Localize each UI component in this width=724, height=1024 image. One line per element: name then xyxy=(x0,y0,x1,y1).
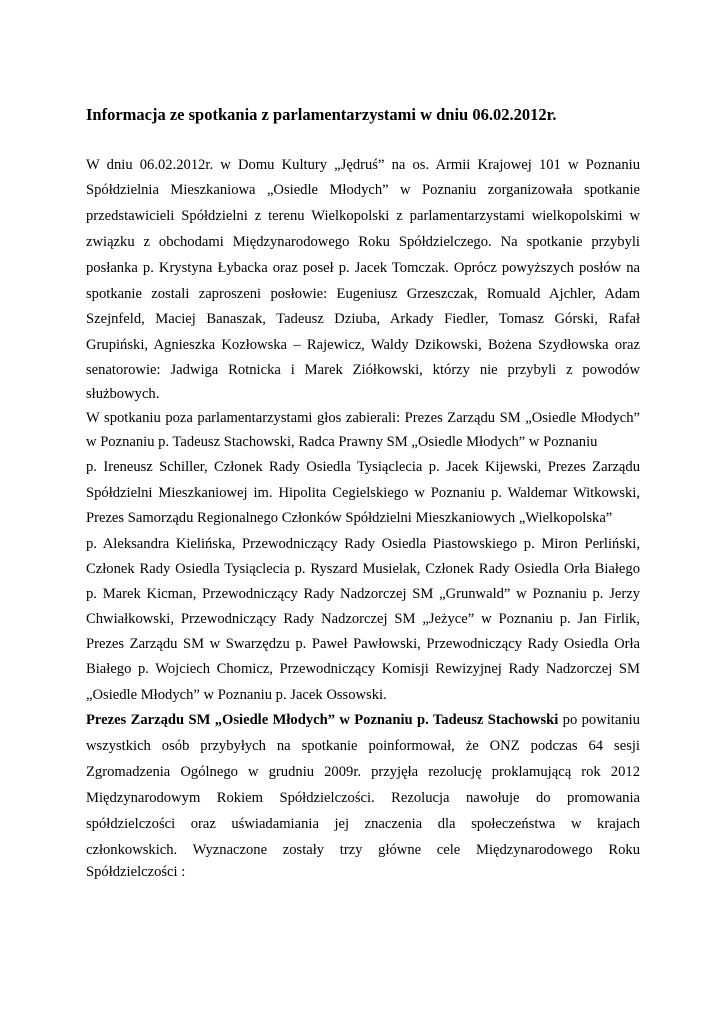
paragraph-line-bold-lead xyxy=(86,710,640,730)
paragraph-line: posłanka p. Krystyna Łybacka oraz poseł p. Jacek Tomczak. Oprócz powyższych posłów na xyxy=(86,260,640,276)
paragraph-line: Szejnfeld, Maciej Banaszak, Tadeusz Dziuba, Arkady Fiedler, Tomasz Górski, Rafał xyxy=(86,311,640,327)
paragraph-line: wszystkich osób przybyłych na spotkanie poinformował, że ONZ podczas 64 sesji xyxy=(86,738,640,754)
paragraph-line: członkowskich. Wyznaczone zostały trzy główne cele Międzynarodowego Roku xyxy=(86,842,640,858)
paragraph-line: p. Aleksandra Kielińska, Przewodniczący Rady Osiedla Piastowskiego p. Miron Perliński, xyxy=(86,536,640,552)
paragraph-line: służbowych. xyxy=(86,386,160,402)
paragraph-line: Międzynarodowym Rokiem Spółdzielczości. Rezolucja nawołuje do promowania xyxy=(86,790,640,806)
paragraph-line: senatorowie: Jadwiga Rotnicka i Marek Ziółkowski, którzy nie przybyli z powodów xyxy=(86,362,640,378)
document-title: Informacja ze spotkania z parlamentarzystami w dniu 06.02.2012r. xyxy=(86,105,557,124)
paragraph-line: Spółdzielni Mieszkaniowej im. Hipolita Cegielskiego w Poznaniu p. Waldemar Witkowski, xyxy=(86,485,640,501)
paragraph-line: p. Marek Kicman, Przewodniczący Rady Nadzorczej SM „Grunwald” w Poznaniu p. Jerzy xyxy=(86,586,640,602)
paragraph-line: Spółdzielnia Mieszkaniowa „Osiedle Młodych” w Poznaniu zorganizowała spotkanie xyxy=(86,182,640,198)
paragraph-line: Spółdzielczości : xyxy=(86,864,186,880)
paragraph-line: spółdzielczości oraz uświadamiania jej znaczenia dla społeczeństwa w krajach xyxy=(86,816,640,832)
paragraph-line: W dniu 06.02.2012r. w Domu Kultury „Jędruś” na os. Armii Krajowej 101 w Poznaniu xyxy=(86,157,640,173)
paragraph-line: przedstawicieli Spółdzielni z terenu Wielkopolski z parlamentarzystami wielkopolskimi w xyxy=(86,208,640,224)
paragraph-line: p. Ireneusz Schiller, Członek Rady Osiedla Tysiąclecia p. Jacek Kijewski, Prezes Zarządu xyxy=(86,459,640,475)
paragraph-line: W spotkaniu poza parlamentarzystami głos zabierali: Prezes Zarządu SM „Osiedle Młodych” xyxy=(86,410,640,426)
paragraph-line: związku z obchodami Międzynarodowego Roku Spółdzielczego. Na spotkanie przybyli xyxy=(86,234,640,250)
paragraph-line: Białego p. Wojciech Chomicz, Przewodniczący Komisji Rewizyjnej Rady Nadzorczej SM xyxy=(86,661,640,677)
paragraph-line: spotkanie zostali zaproszeni posłowie: Eugeniusz Grzeszczak, Romuald Ajchler, Adam xyxy=(86,286,640,302)
paragraph-line: w Poznaniu p. Tadeusz Stachowski, Radca Prawny SM „Osiedle Młodych” w Poznaniu xyxy=(86,434,598,450)
bold-speaker-name: Prezes Zarządu SM „Osiedle Młodych” w Poznaniu p. Tadeusz Stachowski xyxy=(86,712,559,728)
bold-lead-rest: po powitaniu xyxy=(558,712,640,728)
paragraph-line: Zgromadzenia Ogólnego w grudniu 2009r. przyjęła rezolucję proklamującą rok 2012 xyxy=(86,764,640,780)
paragraph-line: Prezes Samorządu Regionalnego Członków Spółdzielni Mieszkaniowych „Wielkopolska” xyxy=(86,510,613,526)
paragraph-line: Członek Rady Osiedla Tysiąclecia p. Ryszard Musielak, Członek Rady Osiedla Orła Białego xyxy=(86,561,640,577)
paragraph-line: Prezes Zarządu SM w Swarzędzu p. Paweł Pawłowski, Przewodniczący Rady Osiedla Orła xyxy=(86,636,640,652)
paragraph-line: „Osiedle Młodych” w Poznaniu p. Jacek Ossowski. xyxy=(86,687,387,703)
paragraph-line: Chwiałkowski, Przewodniczący Rady Nadzorczej SM „Jeżyce” w Poznaniu p. Jan Firlik, xyxy=(86,611,640,627)
paragraph-line: Grupiński, Agnieszka Kozłowska – Rajewicz, Waldy Dzikowski, Bożena Szydłowska oraz xyxy=(86,337,640,353)
